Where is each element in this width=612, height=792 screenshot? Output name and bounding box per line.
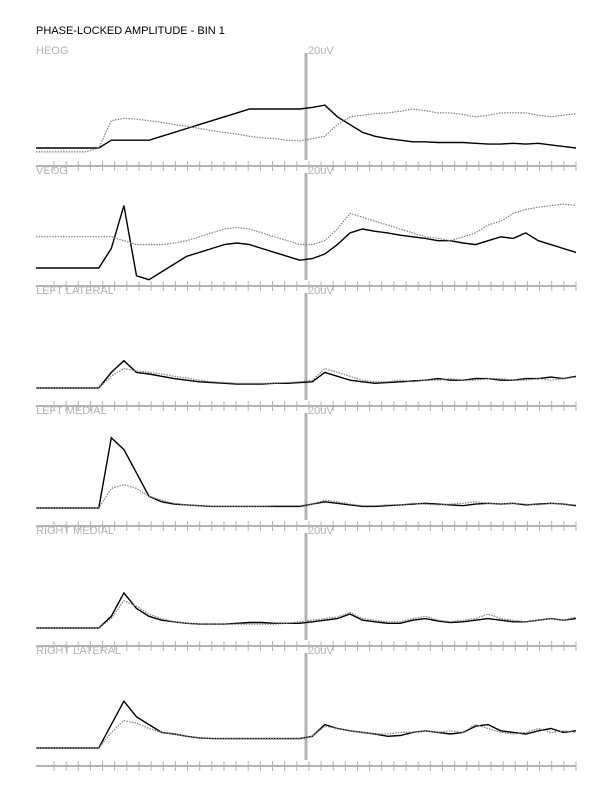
- panel-label: HEOG: [36, 45, 69, 57]
- scale-label: 20uV: [308, 285, 334, 297]
- page-title: PHASE-LOCKED AMPLITUDE - BIN 1: [36, 25, 225, 37]
- panel-right-lateral: [36, 645, 576, 771]
- scale-label: 20uV: [308, 525, 334, 537]
- panel-label: VEOG: [36, 165, 68, 177]
- scale-label: 20uV: [308, 165, 334, 177]
- scale-label: 20uV: [308, 645, 334, 657]
- panel-left-lateral: [36, 285, 576, 411]
- panel-label: LEFT LATERAL: [36, 285, 114, 297]
- scale-label: 20uV: [308, 45, 334, 57]
- panel-label: LEFT MEDIAL: [36, 405, 107, 417]
- scale-label: 20uV: [308, 405, 334, 417]
- panel-veog: [36, 165, 576, 291]
- panel-label: RIGHT MEDIAL: [36, 525, 115, 537]
- panel-label: RIGHT LATERAL: [36, 645, 122, 657]
- panel-right-medial: [36, 525, 576, 651]
- panel-left-medial: [36, 405, 576, 531]
- panel-heog: [36, 45, 576, 171]
